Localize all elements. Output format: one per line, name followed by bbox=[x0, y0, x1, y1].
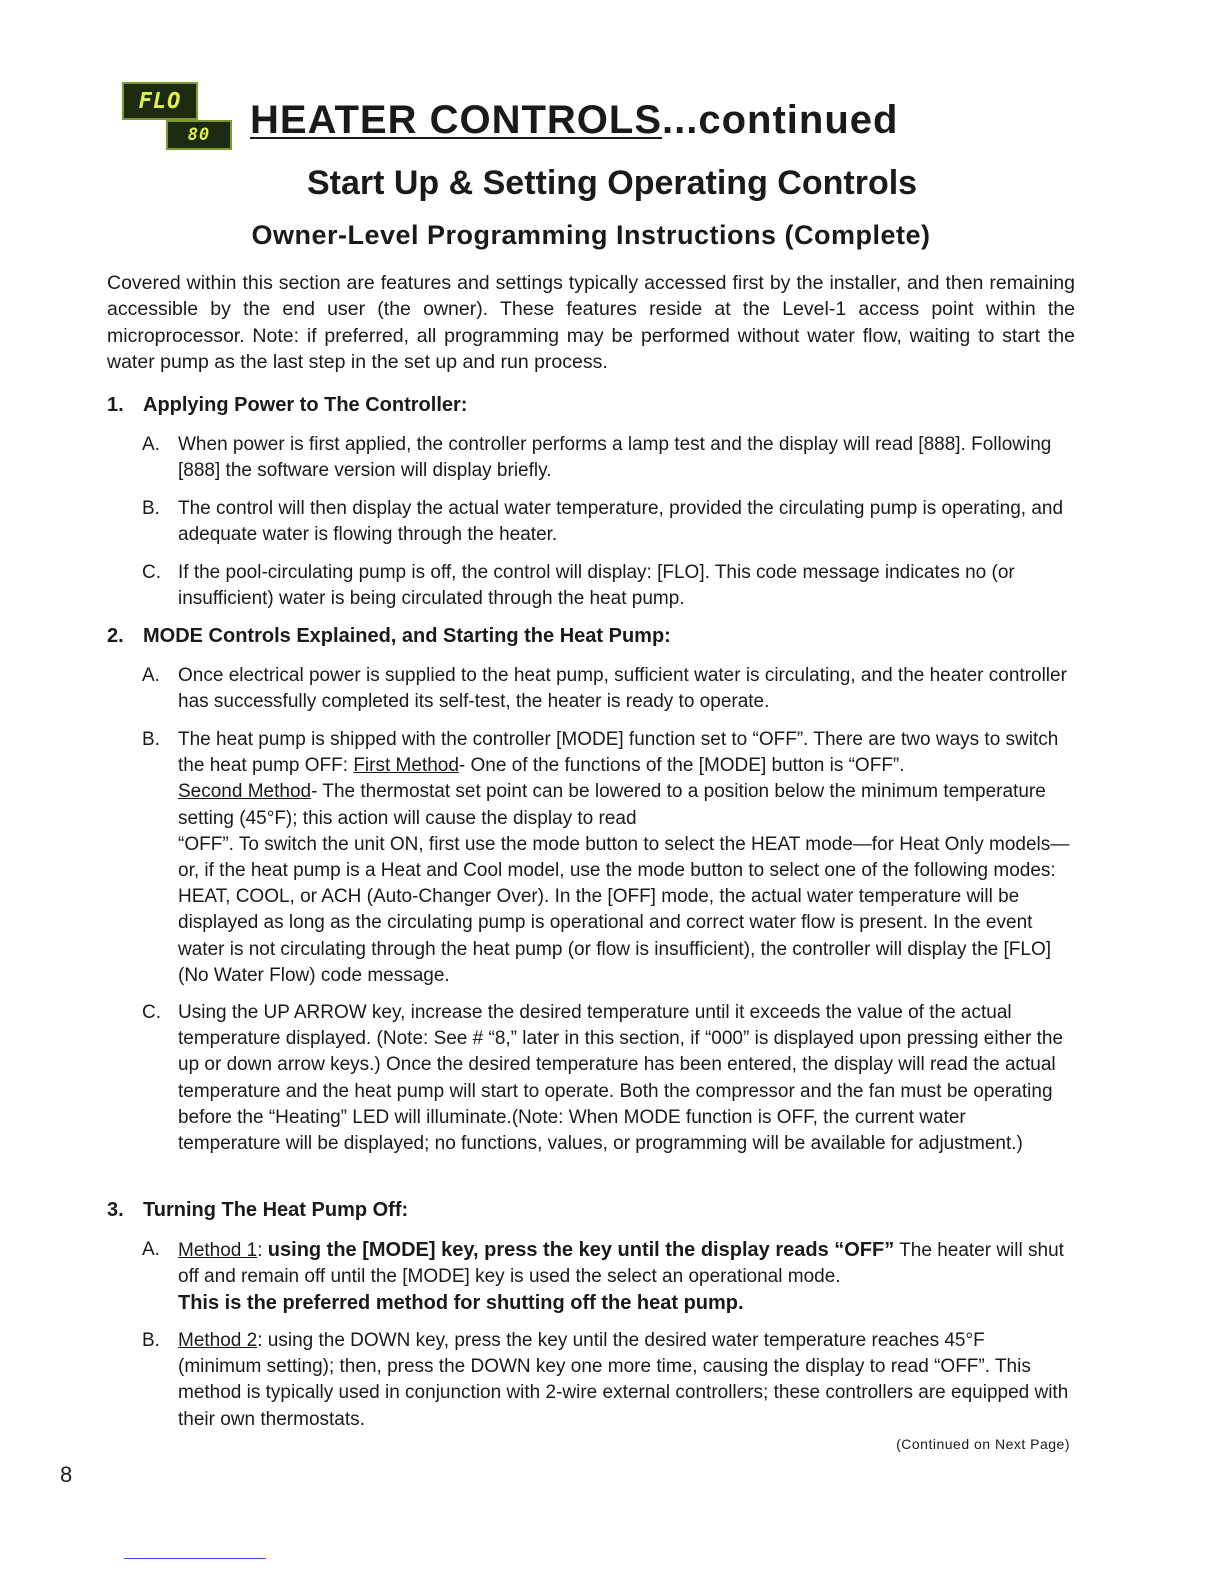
item-letter: A. bbox=[142, 434, 160, 455]
page-number: 8 bbox=[60, 1462, 73, 1487]
page-title bbox=[250, 98, 898, 143]
section-number: 1. bbox=[107, 394, 124, 416]
item-text-part: - The thermostat set point can be lowered to a position below the minimum temperature setting (45°F); this action will cause the display to read bbox=[178, 781, 1046, 829]
lcd-display-top: FLO bbox=[122, 82, 198, 120]
lcd-display-logo bbox=[122, 82, 230, 148]
list-item-3a bbox=[142, 1237, 1072, 1318]
section-title: Turning The Heat Pump Off: bbox=[143, 1199, 409, 1221]
item-letter: C. bbox=[142, 562, 161, 583]
item-text-part: The heater will shut off and remain off until the [MODE] key is used the select an operational mode. bbox=[178, 1240, 1064, 1288]
continued-note: (Continued on Next Page) bbox=[896, 1436, 1070, 1452]
item-text-part: “OFF”. To switch the unit ON, first use the mode button to select the HEAT mode—for Heat Only models—or, if the heat pump is a Heat and Cool model, use the mode button to select one of the following modes: HEAT, COOL, or ACH (Auto-Changer Over). In the [OFF] mode, the actual water temperature will be displayed as long as the circulating pump is operational and correct water flow is present. In the event water is not circulating through the heat pump (or flow is insufficient), the controller will display the [FLO] (No Water Flow) code message. bbox=[178, 833, 1070, 986]
section-number: 2. bbox=[107, 625, 124, 647]
item-text bbox=[178, 727, 1072, 989]
item-text-part: : using the DOWN key, press the key until the desired water temperature reaches 45°F (minimum setting); then, press the DOWN key one more time, causing the display to read “OFF”. This method is typically used in conjunction with 2-wire external controllers; these controllers are equipped with their own thermostats. bbox=[178, 1330, 1069, 1430]
page-title-main: HEATER CONTROLS bbox=[250, 98, 663, 142]
item-letter: B. bbox=[142, 729, 160, 750]
list-item-1a bbox=[142, 432, 1072, 484]
list-item-2a bbox=[142, 663, 1072, 715]
section-3-heading bbox=[107, 1199, 408, 1222]
section-title: MODE Controls Explained, and Starting the Heat Pump: bbox=[143, 625, 671, 647]
item-text-part: The heat pump is shipped with the controller [MODE] function set to “OFF”. There are two ways to switch the heat pump OFF: bbox=[178, 729, 1059, 777]
section-1-heading bbox=[107, 394, 467, 417]
item-text bbox=[178, 1328, 1072, 1433]
item-letter: B. bbox=[142, 498, 160, 519]
list-item-2c bbox=[142, 1000, 1072, 1157]
list-item-3b bbox=[142, 1328, 1072, 1433]
footer-rule bbox=[124, 1558, 266, 1559]
list-item-2b bbox=[142, 727, 1072, 989]
item-text-part: - One of the functions of the [MODE] button is “OFF”. bbox=[458, 755, 905, 777]
second-method-label: Second Method bbox=[178, 781, 312, 803]
section-2-heading bbox=[107, 625, 671, 648]
first-method-label: First Method bbox=[353, 755, 459, 777]
list-item-1c bbox=[142, 560, 1072, 612]
item-letter: A. bbox=[142, 665, 160, 686]
item-letter: B. bbox=[142, 1330, 160, 1351]
section-title: Applying Power to The Controller: bbox=[143, 394, 468, 416]
intro-paragraph: Covered within this section are features and settings typically accessed first by the installer, and then remaining accessible by the end user (the owner). These features reside at the Level-1 access point within the microprocessor. Note: if preferred, all programming may be performed without water flow, waiting to start the water pump as the last step in the set up and run process. bbox=[107, 272, 1075, 373]
section-heading: Owner-Level Programming Instructions (Complete) bbox=[251, 220, 931, 250]
method-1-label: Method 1 bbox=[178, 1240, 258, 1261]
preferred-method-note: This is the preferred method for shutting off the heat pump. bbox=[178, 1292, 744, 1315]
method-1-instruction: using the [MODE] key, press the key until the display reads “OFF” bbox=[267, 1239, 895, 1261]
method-2-label: Method 2 bbox=[178, 1330, 258, 1351]
item-text: If the pool-circulating pump is off, the control will display: [FLO]. This code message indicates no (or insufficient) water is being circulated through the heat pump. bbox=[178, 562, 1015, 610]
list-item-1b bbox=[142, 496, 1072, 548]
item-text: Using the UP ARROW key, increase the desired temperature until it exceeds the value of the actual temperature displayed. (Note: See # “8,” later in this section, if “000” is displayed upon pressing either the up or down arrow keys.) Once the desired temperature has been entered, the display will read the actual temperature and the heat pump will start to operate. Both the compressor and the fan must be operating before the “Heating” LED will illuminate.(Note: When MODE function is OFF, the current water temperature will be displayed; no functions, values, or programming will be available for adjustment.) bbox=[178, 1002, 1064, 1155]
page-title-suffix: ...continued bbox=[662, 98, 899, 142]
item-text bbox=[178, 1237, 1072, 1318]
item-letter: A. bbox=[142, 1239, 160, 1260]
item-letter: C. bbox=[142, 1002, 161, 1023]
page-subtitle: Start Up & Setting Operating Controls bbox=[306, 164, 918, 202]
item-text-part: : bbox=[257, 1240, 268, 1261]
item-text: When power is first applied, the controller performs a lamp test and the display will read [888]. Following [888] the software version will display briefly. bbox=[178, 434, 1052, 482]
item-text: Once electrical power is supplied to the heat pump, sufficient water is circulating, and the heater controller has successfully completed its self-test, the heater is ready to operate. bbox=[178, 665, 1067, 713]
lcd-display-bottom: 80 bbox=[166, 120, 232, 150]
section-number: 3. bbox=[107, 1199, 124, 1221]
item-text: The control will then display the actual water temperature, provided the circulating pump is operating, and adequate water is flowing through the heater. bbox=[178, 498, 1064, 546]
